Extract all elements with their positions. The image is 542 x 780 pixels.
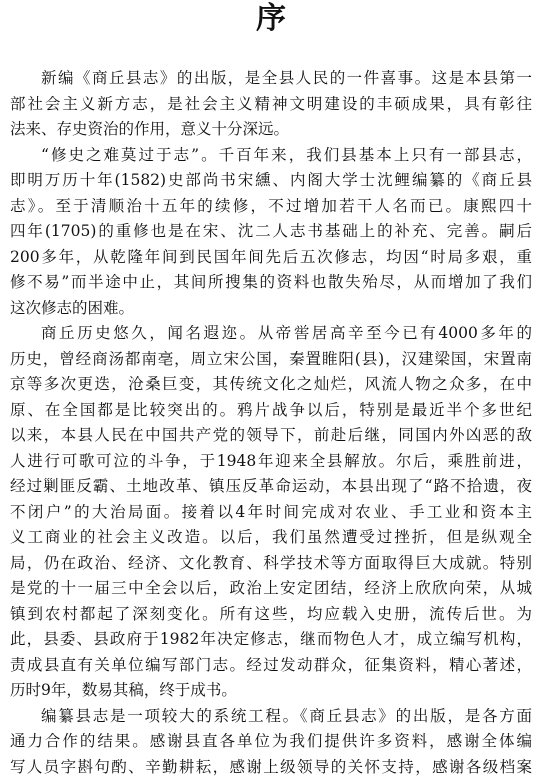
text-line: 200多年，从乾隆年间到民国年间先后五次修志，均因“时局多艰，重 [10, 245, 532, 271]
text-line: 京等多次更迭，沧桑巨变，其传统文化之灿烂，风流人物之众多，在中 [10, 372, 532, 398]
preface-body [10, 66, 532, 780]
text-line: 人进行可歌可泣的斗争，于1948年迎来全县解放。尔后，乘胜前进， [10, 449, 532, 475]
text-line: 历时9年，数易其稿，终于成书。 [10, 678, 532, 704]
text-line: 写人员字斟句酌、辛勤耕耘，感谢上级领导的关怀支持，感谢各级档案 [10, 755, 532, 780]
text-line: “修史之难莫过于志”。千百年来，我们县基本上只有一部县志， [10, 143, 532, 169]
text-line: 法来、存史资治的作用，意义十分深远。 [10, 117, 532, 143]
text-line: 经过剿匪反霸、土地改革、镇压反革命运动，本县出现了“路不拾遗，夜 [10, 474, 532, 500]
text-line: 志》。至于清顺治十五年的续修，不过增加若干人名而已。康熙四十 [10, 194, 532, 220]
text-line: 这次修志的困难。 [10, 296, 532, 322]
text-line: 新编《商丘县志》的出版，是全县人民的一件喜事。这是本县第一 [10, 66, 532, 92]
text-line: 此，县委、县政府于1982年决定修志，继而物色人才，成立编写机构， [10, 627, 532, 653]
text-line: 历史，曾经商汤都南亳，周立宋公国，秦置睢阳(县)，汉建梁国，宋置南 [10, 347, 532, 373]
text-line: 编纂县志是一项较大的系统工程。《商丘县志》的出版，是各方面 [10, 704, 532, 730]
text-line: 修不易”而半途中止，其间所搜集的资料也散失殆尽，从而增加了我们 [10, 270, 532, 296]
text-line: 即明万历十年(1582)史部尚书宋纁、内阁大学士沈鲤编纂的《商丘县 [10, 168, 532, 194]
text-line: 原、在全国都是比较突出的。鸦片战争以后，特别是最近半个多世纪 [10, 398, 532, 424]
text-line: 镇到农村都起了深刻变化。所有这些，均应载入史册，流传后世。为 [10, 602, 532, 628]
text-line: 通力合作的结果。感谢县直各单位为我们提供许多资料，感谢全体编 [10, 729, 532, 755]
text-line: 部社会主义新方志，是社会主义精神文明建设的丰硕成果，具有彰往 [10, 92, 532, 118]
text-line: 不闭户”的大治局面。接着以4年时间完成对农业、手工业和资本主 [10, 500, 532, 526]
text-line: 商丘历史悠久，闻名遐迩。从帝喾居高辛至今已有4000多年的 [10, 321, 532, 347]
text-line: 义工商业的社会主义改造。以后，我们虽然遭受过挫折，但是纵观全 [10, 525, 532, 551]
text-line: 责成县直有关单位编写部门志。经过发动群众，征集资料，精心著述， [10, 653, 532, 679]
text-line: 以来，本县人民在中国共产党的领导下，前赴后继，同国内外凶恶的敌 [10, 423, 532, 449]
text-line: 是党的十一届三中全会以后，政治上安定团结，经济上欣欣向荣，从城 [10, 576, 532, 602]
page-title: 序 [0, 2, 542, 36]
text-line: 局，仍在政治、经济、文化教育、科学技术等方面取得巨大成就。特别 [10, 551, 532, 577]
text-line: 四年(1705)的重修也是在宋、沈二人志书基础上的补充、完善。嗣后 [10, 219, 532, 245]
